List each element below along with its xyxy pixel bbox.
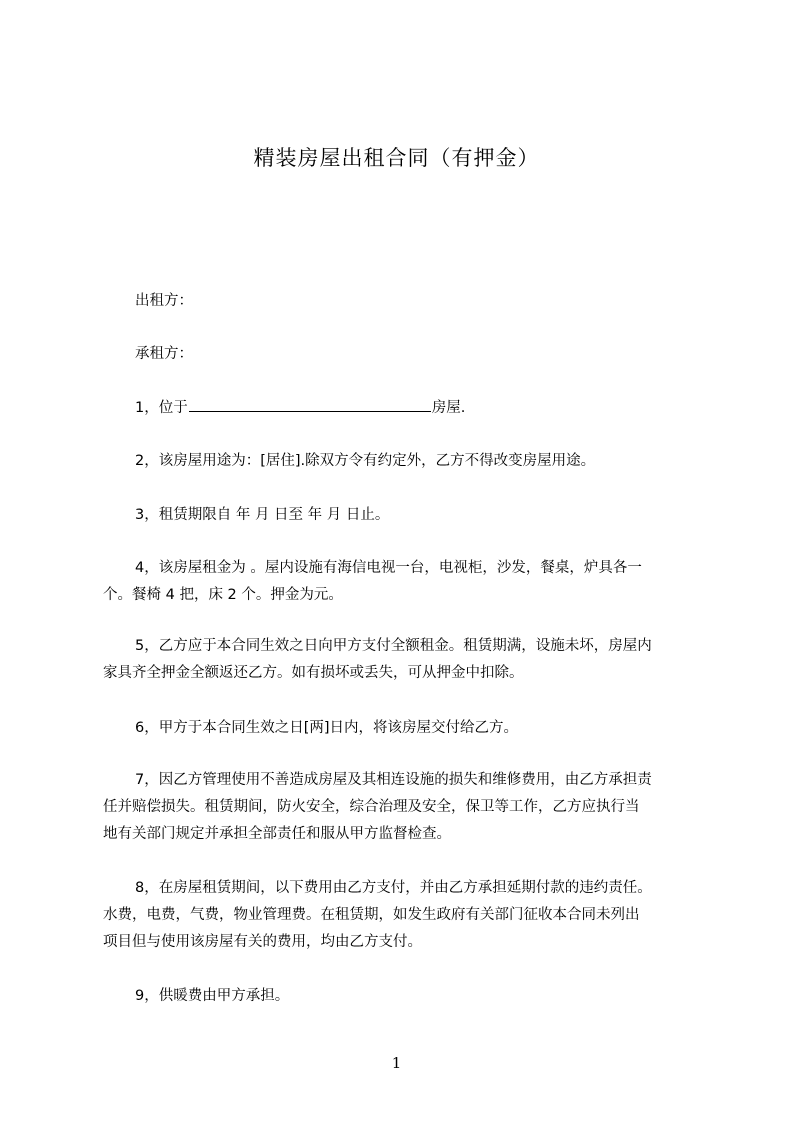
clause-4-line-2: 个。餐椅 4 把，床 2 个。押金为元。 <box>103 587 343 603</box>
clause-1-prefix: 1，位于 <box>135 400 188 416</box>
clause-7-line-3: 地有关部门规定并承担全部责任和服从甲方监督检查。 <box>103 826 451 842</box>
clause-7-line-2: 任并赔偿损失。租赁期间，防火安全，综合治理及安全，保卫等工作，乙方应执行当 <box>103 799 640 815</box>
clause-5-line-1: 5，乙方应于本合同生效之日向甲方支付全额租金。租赁期满，设施未坏，房屋内 <box>135 638 652 654</box>
clause-8-line-2: 水费，电费，气费，物业管理费。在租赁期，如发生政府有关部门征收本合同未列出 <box>103 907 640 923</box>
clause-1-suffix: 房屋. <box>431 400 466 416</box>
clause-5-line-2: 家具齐全押金全额返还乙方。如有损坏或丢失，可从押金中扣除。 <box>103 665 524 681</box>
lessor-label: 出租方： <box>135 293 193 309</box>
address-blank-line <box>189 398 431 412</box>
clause-4-line-1: 4，该房屋租金为 。屋内设施有海信电视一台，电视柜，沙发，餐桌，炉具各一 <box>135 560 642 576</box>
lessee-label: 承租方： <box>135 346 193 362</box>
clause-2: 2，该房屋用途为：[居住].除双方令有约定外，乙方不得改变房屋用途。 <box>135 453 596 469</box>
clause-7 <box>103 767 703 848</box>
clause-9: 9，供暖费由甲方承担。 <box>135 988 290 1004</box>
clause-7-line-1: 7，因乙方管理使用不善造成房屋及其相连设施的损失和维修费用，由乙方承担责 <box>135 772 652 788</box>
clause-3: 3，租赁期限自 年 月 日至 年 月 日止。 <box>135 507 390 523</box>
clause-8 <box>103 875 703 956</box>
clause-1 <box>103 395 735 422</box>
clause-8-line-1: 8，在房屋租赁期间，以下费用由乙方支付，并由乙方承担延期付款的违约责任。 <box>135 880 652 896</box>
clause-8-line-3: 项目但与使用该房屋有关的费用，均由乙方支付。 <box>103 934 422 950</box>
clause-6: 6，甲方于本合同生效之日[两]日内，将该房屋交付给乙方。 <box>135 720 519 736</box>
clause-4 <box>103 555 703 609</box>
clause-5 <box>103 633 703 687</box>
page-number: 1 <box>391 1054 402 1072</box>
document-title: 精装房屋出租合同（有押金） <box>253 146 540 170</box>
